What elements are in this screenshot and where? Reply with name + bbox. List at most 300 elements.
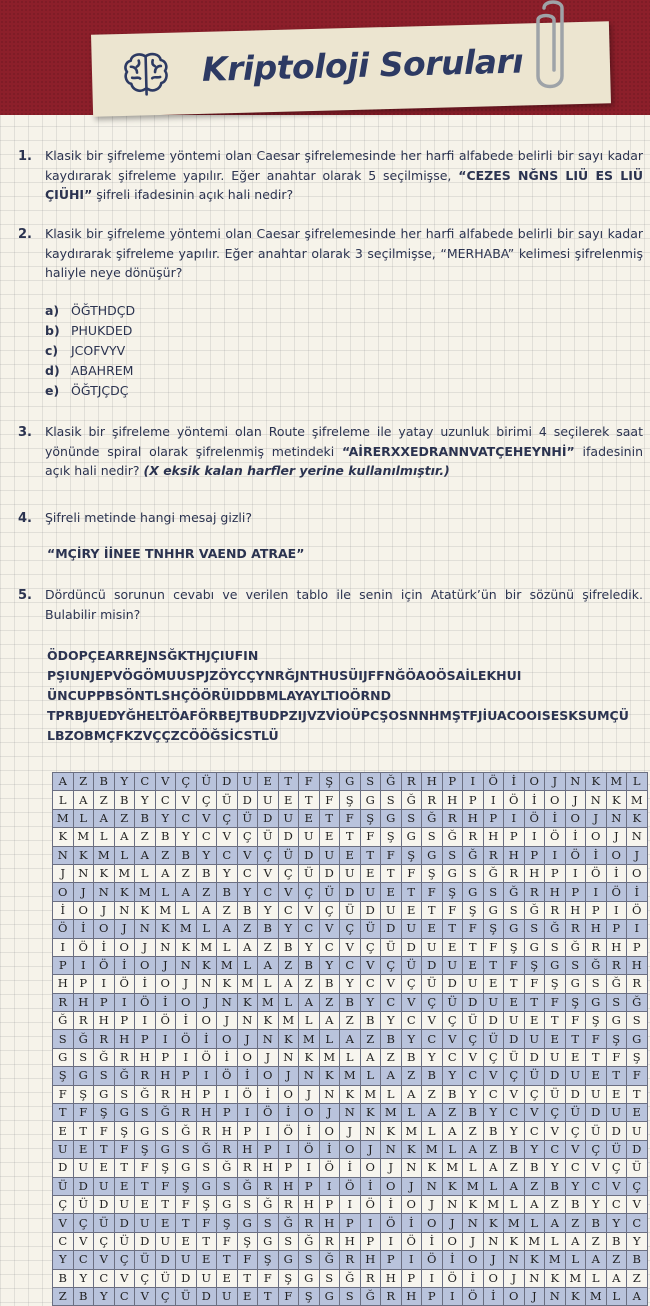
table-cell: J <box>463 1232 484 1250</box>
table-cell: T <box>196 1232 217 1250</box>
table-cell: M <box>176 920 197 938</box>
table-cell: Z <box>278 956 299 974</box>
table-cell: Y <box>155 809 176 827</box>
table-cell: G <box>422 846 443 864</box>
table-cell: P <box>422 1287 443 1305</box>
table-cell: C <box>135 773 156 791</box>
table-cell: E <box>319 828 340 846</box>
table-cell: Ş <box>442 883 463 901</box>
table-cell: I <box>94 975 115 993</box>
table-cell: N <box>606 809 627 827</box>
table-cell: Ş <box>545 975 566 993</box>
table-cell: P <box>360 1232 381 1250</box>
table-cell: N <box>504 1251 525 1269</box>
table-cell: İ <box>278 1104 299 1122</box>
table-cell: A <box>422 1104 443 1122</box>
table-cell: M <box>217 956 238 974</box>
table-cell: S <box>545 938 566 956</box>
table-cell: P <box>524 846 545 864</box>
table-cell: R <box>135 1067 156 1085</box>
table-cell: O <box>176 993 197 1011</box>
table-cell: Ü <box>545 1085 566 1103</box>
table-cell: S <box>94 1067 115 1085</box>
table-cell: L <box>381 1085 402 1103</box>
table-cell: P <box>94 993 115 1011</box>
table-cell: V <box>422 1012 443 1030</box>
table-cell: Ç <box>340 920 361 938</box>
table-cell: G <box>381 809 402 827</box>
table-cell: N <box>176 956 197 974</box>
table-cell: Z <box>258 938 279 956</box>
table-row <box>53 773 648 791</box>
table-cell: I <box>53 938 74 956</box>
table-row <box>53 1030 648 1048</box>
table-cell: I <box>258 1122 279 1140</box>
table-cell: J <box>565 791 586 809</box>
table-cell: M <box>135 883 156 901</box>
table-cell: Ü <box>319 883 340 901</box>
table-cell: G <box>278 1251 299 1269</box>
question-3-text: Klasik bir şifreleme yöntemi olan Route şifreleme ile yatay uzunluk birimi 4 seçilerek saat yönünde spiral olarak şifrelenmiş metindeki “AİRERXXEDRANNVATÇEHEYNHİ” ifadesinin açık hali nedir? (X eksik kalan harfler yerine kullanılmıştır.) <box>45 424 643 478</box>
table-cell: A <box>442 1122 463 1140</box>
table-cell: A <box>340 1030 361 1048</box>
table-cell: M <box>319 1048 340 1066</box>
table-cell: V <box>155 773 176 791</box>
table-cell: K <box>360 1104 381 1122</box>
table-cell: C <box>442 1048 463 1066</box>
table-cell: L <box>258 975 279 993</box>
table-cell: I <box>340 1195 361 1213</box>
table-cell: T <box>381 864 402 882</box>
table-cell: D <box>217 773 238 791</box>
table-cell: Ü <box>586 1122 607 1140</box>
table-cell: V <box>483 1067 504 1085</box>
table-cell: Ö <box>94 956 115 974</box>
table-cell: M <box>360 1085 381 1103</box>
table-cell: Ü <box>53 1177 74 1195</box>
question-1-cipher: “CEZES NĞNS LIÜ ES LIÜ ÇIÜHI” <box>45 167 643 202</box>
table-cell: R <box>586 938 607 956</box>
table-cell: P <box>73 975 94 993</box>
table-cell: B <box>299 956 320 974</box>
table-cell: F <box>135 1159 156 1177</box>
table-cell: R <box>340 1251 361 1269</box>
table-cell: D <box>463 993 484 1011</box>
table-cell: K <box>565 1287 586 1305</box>
table-cell: F <box>606 1048 627 1066</box>
table-cell: Ü <box>176 1287 197 1305</box>
table-cell: Ö <box>483 773 504 791</box>
table-cell: M <box>258 993 279 1011</box>
table-cell: R <box>524 883 545 901</box>
table-cell: Y <box>196 846 217 864</box>
table-cell: Ö <box>299 1140 320 1158</box>
table-cell: D <box>381 920 402 938</box>
table-cell: E <box>565 1048 586 1066</box>
table-cell: Y <box>278 920 299 938</box>
table-cell: R <box>401 773 422 791</box>
table-cell: V <box>504 1085 525 1103</box>
table-cell: B <box>586 1214 607 1232</box>
table-cell: H <box>217 1122 238 1140</box>
table-cell: C <box>483 1085 504 1103</box>
table-cell: K <box>545 1269 566 1287</box>
table-cell: S <box>524 920 545 938</box>
table-cell: R <box>217 1140 238 1158</box>
table-cell: Ü <box>258 828 279 846</box>
table-cell: E <box>53 1122 74 1140</box>
table-cell: O <box>545 791 566 809</box>
table-cell: H <box>278 1177 299 1195</box>
table-cell: T <box>299 791 320 809</box>
table-cell: O <box>483 1269 504 1287</box>
table-cell: H <box>73 993 94 1011</box>
table-cell: F <box>237 1251 258 1269</box>
table-cell: I <box>299 1159 320 1177</box>
table-cell: Ş <box>299 1287 320 1305</box>
table-cell: R <box>442 809 463 827</box>
table-cell: Z <box>319 993 340 1011</box>
table-cell: U <box>94 1177 115 1195</box>
table-cell: L <box>299 1012 320 1030</box>
table-cell: V <box>606 1177 627 1195</box>
table-cell: M <box>504 1214 525 1232</box>
table-cell: C <box>176 809 197 827</box>
table-cell: Ğ <box>565 938 586 956</box>
table-cell: F <box>463 920 484 938</box>
table-cell: V <box>586 1159 607 1177</box>
table-cell: U <box>114 1195 135 1213</box>
table-cell: P <box>176 1067 197 1085</box>
table-cell: S <box>360 773 381 791</box>
table-cell: Ğ <box>504 883 525 901</box>
table-cell: D <box>73 1177 94 1195</box>
table-cell: P <box>545 864 566 882</box>
table-cell: K <box>606 791 627 809</box>
table-cell: Ö <box>217 1067 238 1085</box>
table-cell: S <box>442 846 463 864</box>
table-cell: O <box>319 1122 340 1140</box>
table-cell: Ö <box>340 1177 361 1195</box>
table-cell: Ç <box>606 1159 627 1177</box>
question-3-cipher: “AİRERXXEDRANNVATÇEHEYNHİ” <box>342 443 575 459</box>
table-cell: C <box>422 1030 443 1048</box>
table-cell: O <box>586 828 607 846</box>
table-cell: K <box>504 1232 525 1250</box>
table-cell: R <box>53 993 74 1011</box>
table-cell: Ç <box>53 1195 74 1213</box>
table-row <box>53 1177 648 1195</box>
table-cell: Ş <box>217 1214 238 1232</box>
table-cell: B <box>442 1085 463 1103</box>
page-title: Kriptoloji Soruları <box>201 41 524 89</box>
table-cell: Ş <box>135 1140 156 1158</box>
option-e: e) ÖĞTJÇDÇ <box>45 383 129 398</box>
table-cell: Y <box>565 1177 586 1195</box>
table-cell: A <box>565 1232 586 1250</box>
table-cell: G <box>340 773 361 791</box>
table-cell: Z <box>524 1177 545 1195</box>
table-cell: C <box>237 864 258 882</box>
table-cell: E <box>278 791 299 809</box>
table-cell: K <box>586 773 607 791</box>
table-cell: H <box>196 1104 217 1122</box>
table-cell: F <box>155 1177 176 1195</box>
table-cell: Ö <box>442 1269 463 1287</box>
table-cell: P <box>196 1085 217 1103</box>
table-cell: K <box>94 864 115 882</box>
table-cell: T <box>422 901 443 919</box>
table-cell: V <box>73 1232 94 1250</box>
table-cell: A <box>483 1159 504 1177</box>
table-cell: R <box>422 791 443 809</box>
table-cell: Ü <box>565 1104 586 1122</box>
table-cell: J <box>299 1085 320 1103</box>
table-cell: D <box>422 956 443 974</box>
table-cell: İ <box>463 1269 484 1287</box>
table-cell: D <box>237 791 258 809</box>
table-cell: B <box>340 993 361 1011</box>
table-cell: Ş <box>155 1159 176 1177</box>
table-cell: Ş <box>401 846 422 864</box>
table-cell: Ğ <box>114 1067 135 1085</box>
table-cell: P <box>155 1048 176 1066</box>
option-c: c) JCOFVYV <box>45 343 126 358</box>
table-cell: İ <box>135 975 156 993</box>
table-cell: E <box>340 846 361 864</box>
table-cell: Ş <box>360 809 381 827</box>
table-cell: Ç <box>442 1012 463 1030</box>
table-cell: Ö <box>155 1012 176 1030</box>
table-cell: Ç <box>278 864 299 882</box>
table-cell: U <box>381 901 402 919</box>
table-cell: E <box>442 938 463 956</box>
table-cell: Ğ <box>340 1269 361 1287</box>
table-cell: N <box>586 791 607 809</box>
table-cell: J <box>319 1104 340 1122</box>
table-cell: Ü <box>299 864 320 882</box>
table-cell: H <box>442 791 463 809</box>
table-cell: U <box>237 773 258 791</box>
table-cell: H <box>299 1195 320 1213</box>
question-4-text: Şifreli metinde hangi mesaj gizli? <box>45 510 252 525</box>
table-cell: Ğ <box>196 1140 217 1158</box>
table-cell: C <box>53 1232 74 1250</box>
table-cell: N <box>53 846 74 864</box>
table-cell: E <box>381 883 402 901</box>
table-cell: L <box>53 791 74 809</box>
table-cell: O <box>627 864 648 882</box>
table-cell: L <box>401 1104 422 1122</box>
table-row <box>53 828 648 846</box>
table-cell: R <box>483 846 504 864</box>
table-cell: Ö <box>196 1048 217 1066</box>
table-cell: İ <box>360 1177 381 1195</box>
table-row <box>53 846 648 864</box>
table-cell: I <box>237 1104 258 1122</box>
table-cell: O <box>381 1177 402 1195</box>
table-cell: O <box>606 846 627 864</box>
table-cell: U <box>53 1140 74 1158</box>
table-cell: C <box>258 883 279 901</box>
table-cell: S <box>278 1232 299 1250</box>
table-cell: U <box>422 938 443 956</box>
table-cell: İ <box>401 1214 422 1232</box>
table-cell: Z <box>114 809 135 827</box>
table-cell: I <box>422 1269 443 1287</box>
table-row <box>53 1251 648 1269</box>
table-cell: M <box>299 1030 320 1048</box>
table-cell: M <box>114 864 135 882</box>
table-cell: K <box>340 1085 361 1103</box>
table-cell: A <box>463 1140 484 1158</box>
table-cell: V <box>278 883 299 901</box>
table-cell: Ö <box>135 993 156 1011</box>
table-cell: Ü <box>401 956 422 974</box>
table-cell: D <box>483 1012 504 1030</box>
table-cell: C <box>565 1159 586 1177</box>
table-cell: L <box>627 773 648 791</box>
table-cell: K <box>114 883 135 901</box>
table-cell: Ö <box>545 828 566 846</box>
table-cell: O <box>278 1085 299 1103</box>
question-3-number: 3. <box>18 425 32 440</box>
table-cell: O <box>401 1195 422 1213</box>
table-cell: E <box>360 864 381 882</box>
table-cell: N <box>73 864 94 882</box>
table-cell: A <box>278 975 299 993</box>
table-cell: K <box>401 1140 422 1158</box>
table-cell: Ğ <box>94 1048 115 1066</box>
table-cell: V <box>299 901 320 919</box>
table-cell: E <box>401 901 422 919</box>
table-cell: Z <box>360 1030 381 1048</box>
table-cell: Y <box>114 773 135 791</box>
table-cell: N <box>545 1287 566 1305</box>
table-cell: C <box>524 1122 545 1140</box>
table-cell: Ü <box>217 791 238 809</box>
table-cell: U <box>442 956 463 974</box>
table-cell: Ü <box>606 1140 627 1158</box>
table-cell: O <box>442 1232 463 1250</box>
table-cell: Ç <box>360 938 381 956</box>
table-cell: A <box>627 1287 648 1305</box>
table-cell: J <box>483 1251 504 1269</box>
table-cell: R <box>94 1030 115 1048</box>
table-cell: Ü <box>278 846 299 864</box>
table-cell: Z <box>545 1195 566 1213</box>
table-row <box>53 1232 648 1250</box>
table-cell: A <box>237 938 258 956</box>
table-cell: O <box>237 1048 258 1066</box>
table-cell: T <box>217 1251 238 1269</box>
table-cell: U <box>217 1287 238 1305</box>
table-cell: Ş <box>627 1048 648 1066</box>
table-cell: H <box>565 901 586 919</box>
table-cell: Ğ <box>217 1159 238 1177</box>
table-cell: G <box>504 920 525 938</box>
table-cell: K <box>217 975 238 993</box>
table-cell: R <box>319 1232 340 1250</box>
table-cell: L <box>278 993 299 1011</box>
table-cell: K <box>73 846 94 864</box>
table-cell: İ <box>299 1122 320 1140</box>
table-cell: F <box>524 975 545 993</box>
table-cell: İ <box>237 1067 258 1085</box>
table-cell: Ç <box>135 1269 156 1287</box>
table-cell: T <box>278 773 299 791</box>
table-row <box>53 1085 648 1103</box>
question-5-number: 5. <box>18 588 32 603</box>
table-cell: Ş <box>340 791 361 809</box>
table-cell: M <box>463 1177 484 1195</box>
table-cell: S <box>340 1287 361 1305</box>
table-cell: Y <box>217 864 238 882</box>
table-cell: N <box>114 901 135 919</box>
table-cell: Ç <box>258 846 279 864</box>
table-cell: L <box>114 846 135 864</box>
table-cell: H <box>176 1085 197 1103</box>
table-cell: T <box>176 1214 197 1232</box>
table-cell: İ <box>524 791 545 809</box>
table-cell: D <box>258 809 279 827</box>
table-cell: Ç <box>217 809 238 827</box>
table-cell: Y <box>360 993 381 1011</box>
table-cell: H <box>422 773 443 791</box>
table-cell: C <box>504 1104 525 1122</box>
table-cell: N <box>217 993 238 1011</box>
table-cell: G <box>463 883 484 901</box>
table-cell: İ <box>381 1195 402 1213</box>
question-4-number: 4. <box>18 511 32 526</box>
table-cell: C <box>278 901 299 919</box>
table-cell: Y <box>606 1214 627 1232</box>
table-cell: D <box>545 1067 566 1085</box>
table-cell: B <box>217 883 238 901</box>
table-cell: P <box>401 1269 422 1287</box>
table-cell: R <box>504 864 525 882</box>
cipher-line-1: ÖDOPÇEARREJNSĞKTHJÇIUFIN <box>47 648 259 663</box>
table-cell: H <box>155 1067 176 1085</box>
table-cell: A <box>504 1177 525 1195</box>
table-cell: M <box>196 938 217 956</box>
table-cell: E <box>196 1251 217 1269</box>
table-cell: B <box>114 791 135 809</box>
table-cell: U <box>196 1269 217 1287</box>
table-cell: Ş <box>94 1104 115 1122</box>
table-cell: E <box>422 920 443 938</box>
table-cell: N <box>463 1214 484 1232</box>
table-cell: Z <box>135 828 156 846</box>
table-cell: V <box>196 809 217 827</box>
table-cell: R <box>155 1085 176 1103</box>
table-cell: D <box>524 1048 545 1066</box>
table-cell: A <box>176 883 197 901</box>
table-cell: P <box>381 1251 402 1269</box>
table-cell: K <box>176 938 197 956</box>
table-cell: J <box>627 846 648 864</box>
table-cell: J <box>586 809 607 827</box>
table-cell: K <box>258 1012 279 1030</box>
table-cell: D <box>319 864 340 882</box>
table-cell: V <box>237 846 258 864</box>
table-cell: B <box>73 1287 94 1305</box>
table-cell: N <box>278 1048 299 1066</box>
table-cell: H <box>504 846 525 864</box>
table-cell: S <box>381 791 402 809</box>
table-cell: N <box>381 1140 402 1158</box>
table-cell: P <box>217 1104 238 1122</box>
